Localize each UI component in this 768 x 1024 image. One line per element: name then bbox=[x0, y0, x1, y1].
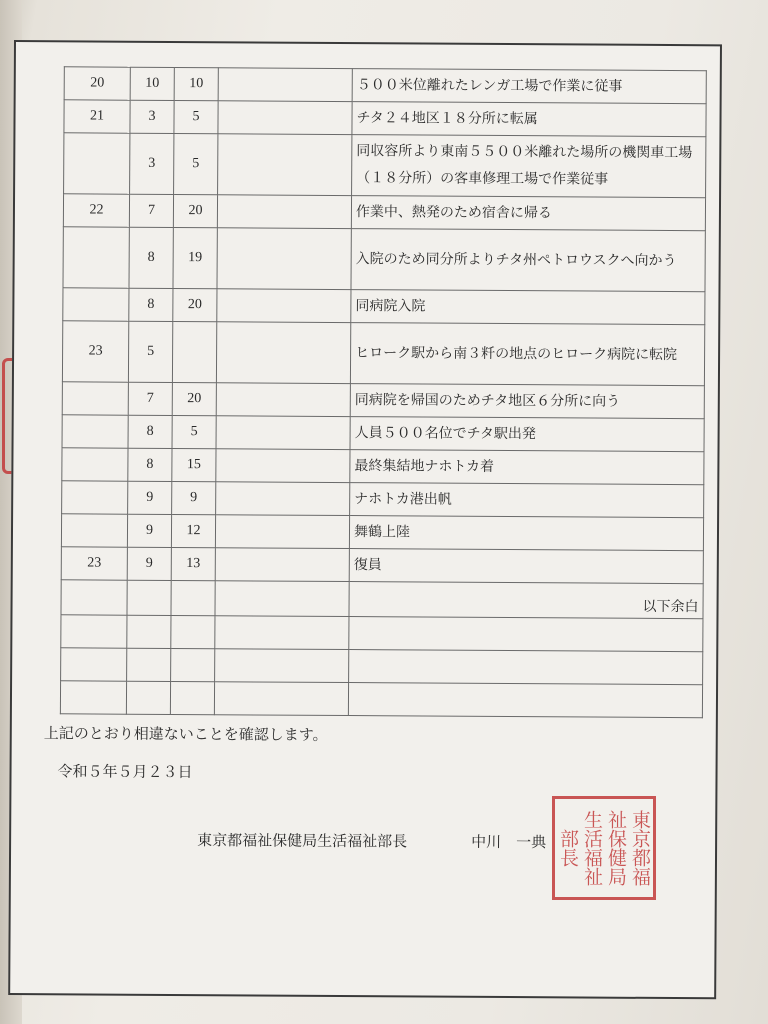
empty-cell bbox=[349, 650, 703, 685]
empty-cell bbox=[61, 648, 127, 681]
blank-cell bbox=[218, 101, 352, 135]
official-red-seal bbox=[552, 796, 656, 900]
empty-cell bbox=[215, 649, 349, 683]
description-cell bbox=[350, 323, 704, 386]
issue-date: 令和５年５月２３日 bbox=[57, 762, 193, 782]
blank-cell bbox=[217, 228, 351, 290]
description-cell: 人員５００名位でチタ駅出発 bbox=[350, 417, 704, 452]
empty-cell bbox=[126, 681, 170, 714]
blank-cell bbox=[215, 515, 349, 549]
month-cell: 5 bbox=[128, 321, 172, 382]
year-cell bbox=[62, 382, 128, 415]
day-cell: 10 bbox=[174, 67, 218, 100]
month-cell: 3 bbox=[130, 133, 174, 194]
description-text: 同収容所より東南５５００米離れた場所の機関車工場（１８分所）の客車修理工場で作業従事 bbox=[356, 143, 693, 188]
table-row bbox=[64, 67, 706, 104]
blank-cell bbox=[216, 482, 350, 516]
month-cell: 7 bbox=[129, 194, 173, 227]
remainder-note: 以下余白 bbox=[349, 582, 703, 619]
year-cell bbox=[62, 415, 128, 448]
description-cell bbox=[351, 229, 705, 292]
month-cell: 7 bbox=[128, 382, 172, 415]
table-row bbox=[63, 288, 705, 325]
blank-cell bbox=[218, 68, 352, 102]
year-cell: 21 bbox=[64, 100, 130, 133]
day-cell: 19 bbox=[173, 227, 217, 288]
table-row bbox=[61, 648, 703, 685]
year-cell bbox=[62, 481, 128, 514]
description-cell: 舞鶴上陸 bbox=[349, 516, 703, 551]
year-cell: 20 bbox=[64, 67, 130, 100]
table-row bbox=[61, 547, 703, 584]
history-table bbox=[60, 66, 707, 718]
year-cell bbox=[62, 448, 128, 481]
day-cell: 20 bbox=[173, 288, 217, 321]
description-cell: 最終集結地ナホトカ着 bbox=[350, 450, 704, 485]
table-row bbox=[62, 448, 704, 485]
day-cell: 5 bbox=[174, 100, 218, 133]
official-seal-text: 東京都福祉保健局生活福祉部長 bbox=[557, 810, 651, 886]
table-row bbox=[62, 321, 704, 386]
month-cell: 9 bbox=[128, 481, 172, 514]
table-row bbox=[61, 580, 703, 619]
year-cell: 23 bbox=[62, 321, 128, 382]
empty-cell bbox=[127, 648, 171, 681]
empty-cell bbox=[61, 615, 127, 648]
year-cell: 23 bbox=[61, 547, 127, 580]
table-row bbox=[60, 681, 702, 718]
blank-cell bbox=[218, 134, 352, 196]
description-cell: チタ２４地区１８分所に転属 bbox=[352, 102, 706, 137]
table-row bbox=[62, 481, 704, 518]
empty-cell bbox=[170, 681, 214, 714]
empty-cell bbox=[348, 683, 702, 718]
issuer-title: 東京都福祉保健局生活福祉部長 bbox=[197, 831, 408, 851]
blank-cell bbox=[216, 383, 350, 417]
year-cell bbox=[61, 514, 127, 547]
description-text: 入院のため同分所よりチタ州ペトロウスクへ向かう bbox=[355, 250, 677, 269]
description-text: ヒローク駅から南３粁の地点のヒローク病院に転院 bbox=[355, 344, 678, 363]
empty-cell bbox=[127, 580, 171, 615]
table-row bbox=[63, 194, 705, 231]
blank-cell bbox=[217, 195, 351, 229]
description-cell: 復員 bbox=[349, 549, 703, 584]
day-cell: 5 bbox=[172, 415, 216, 448]
empty-cell bbox=[171, 648, 215, 681]
month-cell: 9 bbox=[127, 547, 171, 580]
year-cell bbox=[63, 227, 129, 288]
description-cell: ５００米位離れたレンガ工場で作業に従事 bbox=[352, 69, 706, 104]
month-cell: 9 bbox=[127, 514, 171, 547]
day-cell: 20 bbox=[173, 194, 217, 227]
month-cell: 3 bbox=[130, 100, 174, 133]
month-cell: 8 bbox=[129, 288, 173, 321]
description-cell: 作業中、熱発のため宿舎に帰る bbox=[351, 196, 705, 231]
year-cell bbox=[64, 133, 130, 194]
month-cell: 10 bbox=[130, 67, 174, 100]
month-cell: 8 bbox=[128, 448, 172, 481]
description-cell bbox=[352, 135, 706, 198]
day-cell bbox=[172, 321, 216, 382]
day-cell: 12 bbox=[171, 514, 215, 547]
blank-cell bbox=[216, 449, 350, 483]
blank-cell bbox=[215, 548, 349, 582]
empty-cell bbox=[171, 615, 215, 648]
empty-cell bbox=[215, 616, 349, 650]
day-cell: 20 bbox=[172, 382, 216, 415]
month-cell: 8 bbox=[129, 227, 173, 288]
description-cell: ナホトカ港出帆 bbox=[350, 483, 704, 518]
blank-cell bbox=[216, 416, 350, 450]
table-row bbox=[61, 514, 703, 551]
empty-cell bbox=[60, 681, 126, 714]
empty-cell bbox=[171, 580, 215, 615]
day-cell: 15 bbox=[172, 448, 216, 481]
issuer-name: 中川 一典 bbox=[471, 832, 547, 852]
empty-cell bbox=[349, 617, 703, 652]
table-row bbox=[64, 133, 706, 198]
empty-cell bbox=[127, 615, 171, 648]
blank-cell bbox=[216, 322, 350, 384]
description-cell: 同病院入院 bbox=[351, 290, 705, 325]
day-cell: 9 bbox=[172, 481, 216, 514]
description-cell: 同病院を帰国のためチタ地区６分所に向う bbox=[350, 384, 704, 419]
table-row bbox=[61, 615, 703, 652]
day-cell: 13 bbox=[171, 547, 215, 580]
confirmation-statement: 上記のとおり相違ないことを確認します。 bbox=[43, 724, 328, 744]
month-cell: 8 bbox=[128, 415, 172, 448]
table-row bbox=[62, 415, 704, 452]
empty-cell bbox=[215, 581, 349, 617]
year-cell bbox=[63, 288, 129, 321]
empty-cell bbox=[214, 682, 348, 716]
blank-cell bbox=[217, 289, 351, 323]
table-row bbox=[64, 100, 706, 137]
table-row bbox=[62, 382, 704, 419]
table-row bbox=[63, 227, 705, 292]
empty-cell bbox=[61, 580, 127, 615]
year-cell: 22 bbox=[63, 194, 129, 227]
history-table-body bbox=[60, 67, 706, 718]
day-cell: 5 bbox=[174, 133, 218, 194]
